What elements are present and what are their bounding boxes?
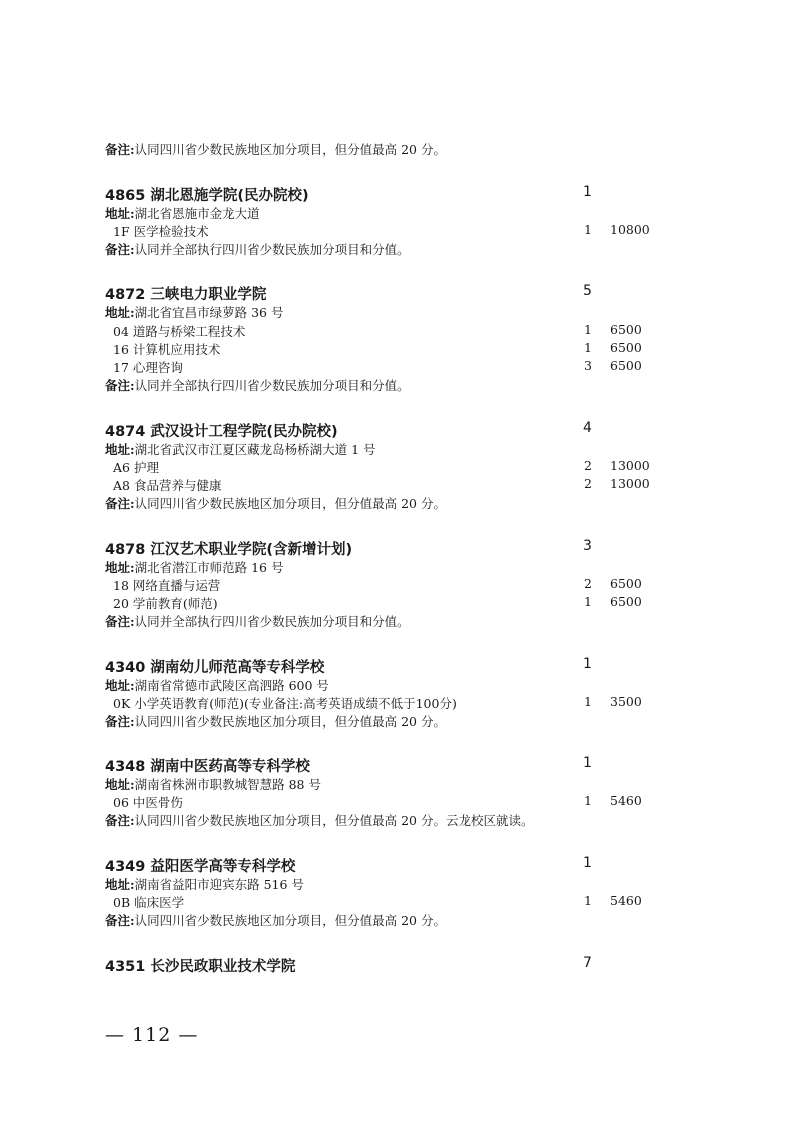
major-tuition: 3500	[610, 694, 642, 709]
major-name: 17 心理咨询	[113, 360, 183, 375]
school-note	[0, 240, 794, 260]
major-name: A6 护理	[113, 460, 159, 475]
address-label: 地址:	[105, 678, 135, 693]
address-text: 湖北省宜昌市绿萝路 36 号	[134, 305, 284, 320]
major-plan-count: 2	[584, 476, 592, 491]
address-label: 地址:	[105, 877, 135, 892]
major-row	[0, 340, 794, 360]
note-text: 认同并全部执行四川省少数民族加分项目和分值。	[134, 614, 410, 629]
address-text: 湖北省恩施市金龙大道	[134, 206, 260, 221]
major-tuition: 6500	[610, 594, 642, 609]
major-plan-count: 1	[584, 793, 592, 808]
school-plan-count: 4	[583, 420, 592, 436]
major-row	[0, 576, 794, 596]
major-tuition: 6500	[610, 358, 642, 373]
school-note	[0, 712, 794, 732]
address-text: 湖北省潜江市师范路 16 号	[134, 560, 284, 575]
major-plan-count: 1	[584, 222, 592, 237]
school-header	[0, 420, 794, 440]
major-name: 18 网络直播与运营	[113, 578, 221, 593]
major-plan-count: 2	[584, 458, 592, 473]
school-plan-count: 7	[583, 955, 592, 971]
major-name: 0B 临床医学	[113, 895, 185, 910]
major-row	[0, 594, 794, 614]
note-text: 认同并全部执行四川省少数民族加分项目和分值。	[134, 378, 410, 393]
school-header	[0, 855, 794, 875]
major-tuition: 6500	[610, 576, 642, 591]
school-note	[0, 494, 794, 514]
major-plan-count: 1	[584, 694, 592, 709]
note-label: 备注:	[105, 614, 135, 629]
top-note	[0, 140, 794, 160]
major-tuition: 5460	[610, 793, 642, 808]
school-address	[0, 204, 794, 224]
school-note	[0, 811, 794, 831]
address-text: 湖北省武汉市江夏区藏龙岛杨桥湖大道 1 号	[134, 442, 376, 457]
address-label: 地址:	[105, 777, 135, 792]
major-row	[0, 476, 794, 496]
page-number: — 112 —	[105, 1024, 199, 1046]
school-plan-count: 1	[583, 755, 592, 771]
note-label: 备注:	[105, 378, 135, 393]
address-text: 湖南省常德市武陵区高泗路 600 号	[134, 678, 329, 693]
address-label: 地址:	[105, 442, 135, 457]
major-tuition: 6500	[610, 340, 642, 355]
school-note	[0, 612, 794, 632]
major-tuition: 13000	[610, 458, 650, 473]
major-plan-count: 2	[584, 576, 592, 591]
note-label: 备注:	[105, 242, 135, 257]
note-label: 备注:	[105, 496, 135, 511]
major-name: 20 学前教育(师范)	[113, 596, 218, 611]
note-label: 备注:	[105, 714, 135, 729]
major-tuition: 6500	[610, 322, 642, 337]
major-row	[0, 458, 794, 478]
address-label: 地址:	[105, 206, 135, 221]
school-name: 4878 江汉艺术职业学院(含新增计划)	[105, 542, 353, 558]
school-header	[0, 955, 794, 975]
address-text: 湖南省株洲市职教城智慧路 88 号	[134, 777, 321, 792]
school-name: 4872 三峡电力职业学院	[105, 287, 267, 303]
note-label: 备注:	[105, 142, 135, 157]
major-plan-count: 1	[584, 893, 592, 908]
major-name: 16 计算机应用技术	[113, 342, 221, 357]
major-row	[0, 893, 794, 913]
major-tuition: 5460	[610, 893, 642, 908]
major-row	[0, 358, 794, 378]
school-plan-count: 1	[583, 855, 592, 871]
school-note	[0, 911, 794, 931]
school-name: 4874 武汉设计工程学院(民办院校)	[105, 424, 338, 440]
school-address	[0, 558, 794, 578]
school-header	[0, 283, 794, 303]
school-plan-count: 1	[583, 656, 592, 672]
major-row	[0, 322, 794, 342]
school-name: 4865 湖北恩施学院(民办院校)	[105, 188, 309, 204]
note-text: 认同四川省少数民族地区加分项目，但分值最高 20 分。	[134, 714, 446, 729]
major-name: 04 道路与桥梁工程技术	[113, 324, 246, 339]
school-address	[0, 875, 794, 895]
note-text: 认同四川省少数民族地区加分项目，但分值最高 20 分。	[134, 913, 446, 928]
school-address	[0, 303, 794, 323]
school-address	[0, 440, 794, 460]
major-name: 0K 小学英语教育(师范)(专业备注:高考英语成绩不低于100分)	[113, 696, 457, 711]
address-label: 地址:	[105, 305, 135, 320]
major-plan-count: 3	[584, 358, 592, 373]
address-text: 湖南省益阳市迎宾东路 516 号	[134, 877, 304, 892]
school-header	[0, 184, 794, 204]
major-plan-count: 1	[584, 322, 592, 337]
school-name: 4351 长沙民政职业技术学院	[105, 959, 296, 975]
note-label: 备注:	[105, 813, 135, 828]
major-row	[0, 793, 794, 813]
major-tuition: 13000	[610, 476, 650, 491]
address-label: 地址:	[105, 560, 135, 575]
major-name: A8 食品营养与健康	[113, 478, 222, 493]
school-name: 4348 湖南中医药高等专科学校	[105, 759, 310, 775]
major-name: 1F 医学检验技术	[113, 224, 209, 239]
school-name: 4349 益阳医学高等专科学校	[105, 859, 296, 875]
major-name: 06 中医骨伤	[113, 795, 183, 810]
school-header	[0, 656, 794, 676]
school-plan-count: 1	[583, 184, 592, 200]
note-text: 认同四川省少数民族地区加分项目，但分值最高 20 分。	[134, 142, 446, 157]
school-name: 4340 湖南幼儿师范高等专科学校	[105, 660, 325, 676]
major-row	[0, 694, 794, 714]
major-row	[0, 222, 794, 242]
school-address	[0, 676, 794, 696]
school-header	[0, 755, 794, 775]
major-tuition: 10800	[610, 222, 650, 237]
school-header	[0, 538, 794, 558]
school-address	[0, 775, 794, 795]
note-text: 认同四川省少数民族地区加分项目，但分值最高 20 分。云龙校区就读。	[134, 813, 534, 828]
major-plan-count: 1	[584, 594, 592, 609]
major-plan-count: 1	[584, 340, 592, 355]
note-text: 认同四川省少数民族地区加分项目，但分值最高 20 分。	[134, 496, 446, 511]
note-label: 备注:	[105, 913, 135, 928]
school-note	[0, 376, 794, 396]
note-text: 认同并全部执行四川省少数民族加分项目和分值。	[134, 242, 410, 257]
school-plan-count: 5	[583, 283, 592, 299]
school-plan-count: 3	[583, 538, 592, 554]
